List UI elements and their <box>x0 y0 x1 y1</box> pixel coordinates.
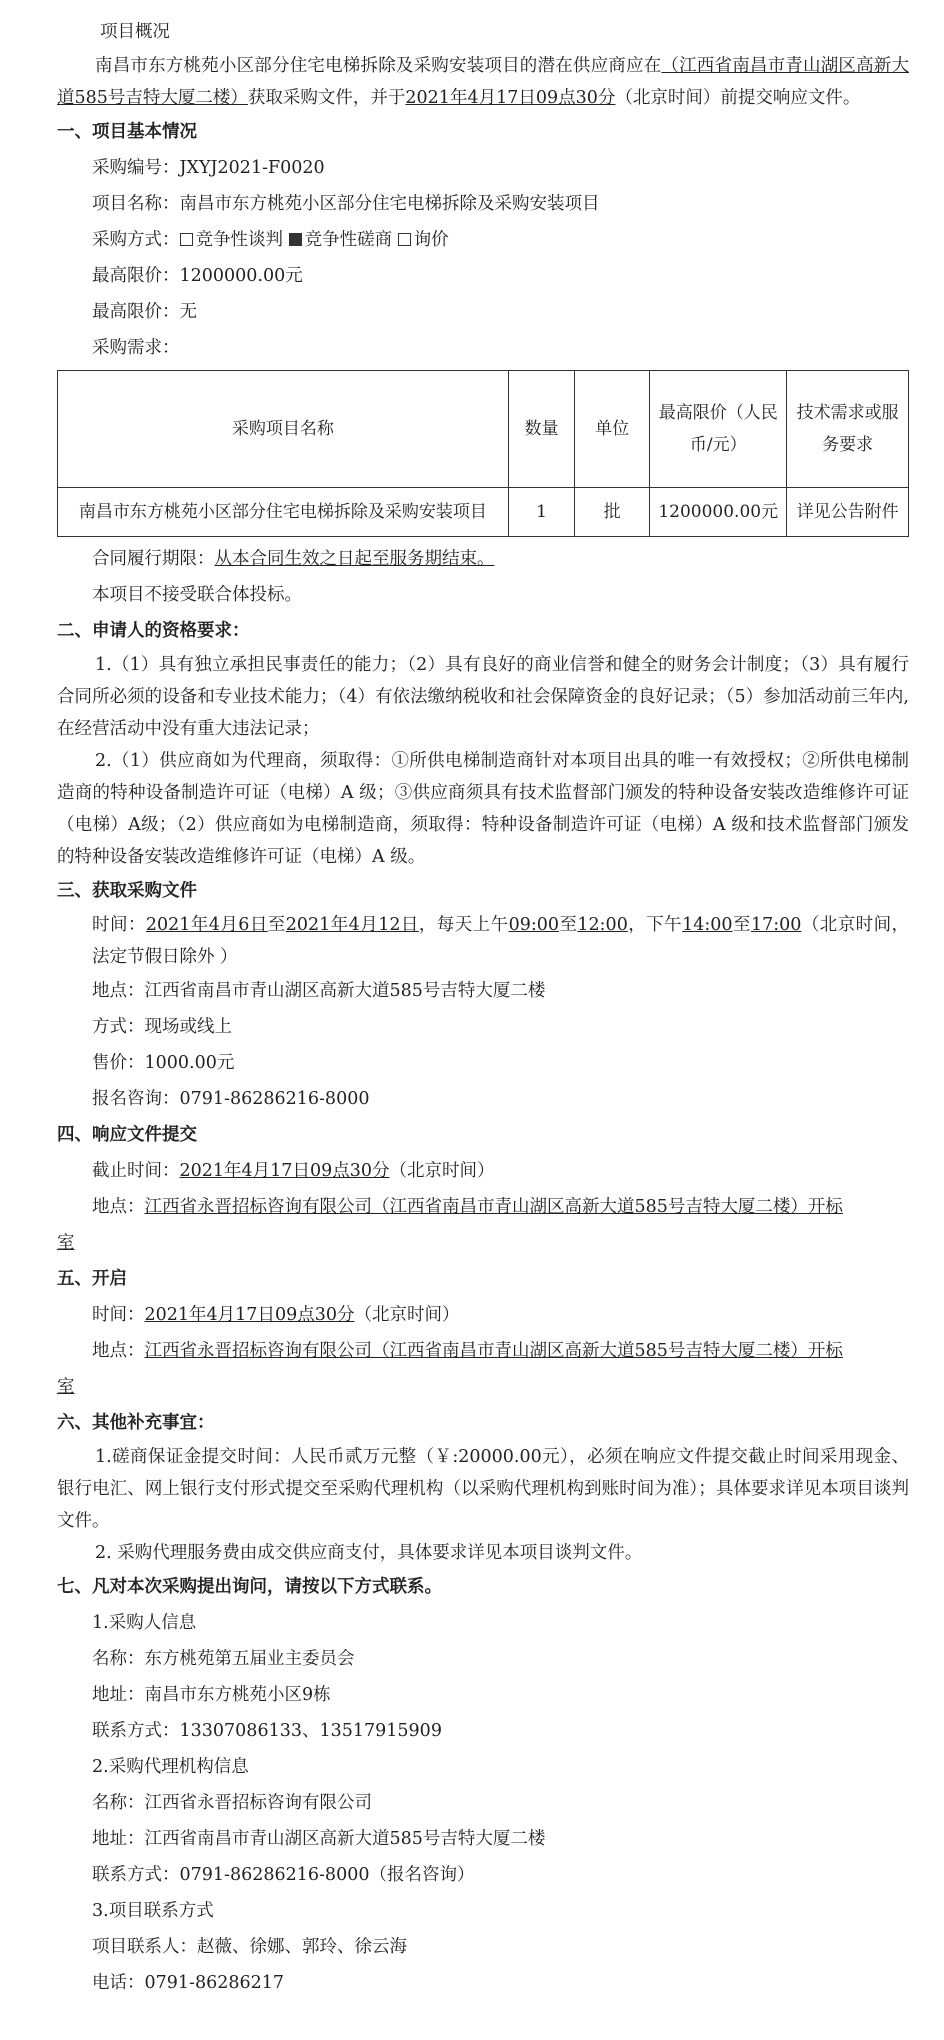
place-label: 地点： <box>92 1197 145 1217</box>
submit-deadline <box>92 1153 904 1189</box>
overview-paragraph <box>57 50 909 114</box>
procurement-demand-label: 采购需求： <box>92 338 180 358</box>
procurement-number: 采购编号：JXYJ2021-F0020 <box>92 158 325 178</box>
project-contact-title: 3.项目联系方式 <box>92 1901 214 1921</box>
place-label: 地点： <box>92 1341 145 1361</box>
overview-pre: 南昌市东方桃苑小区部分住宅电梯拆除及采购安装项目的潜在供应商应在 <box>95 56 662 76</box>
buyer-title: 1.采购人信息 <box>92 1613 197 1633</box>
table-cell: 1200000.00元 <box>650 488 787 537</box>
submit-place <box>92 1189 904 1225</box>
obtain-mode: 方式：现场或线上 <box>92 1017 232 1037</box>
qualification-paragraph-2: 2.（1）供应商如为代理商，须取得：①所供电梯制造商针对本项目出具的唯一有效授权；②所供电梯制造商的特种设备制造许可证（电梯）A 级；③供应商须具有技术监督部门颁发的特种设备安装改造维修许可证（电梯）A级；（2）供应商如为电梯制造商，须取得：特种设备制造许可证（电梯）A 级和技术监督部门颁发的特种设备安装改造维修许可证（电梯）A 级。 <box>57 751 909 867</box>
section-5-heading: 五、开启 <box>57 1269 127 1289</box>
contract-period <box>92 541 904 577</box>
opening-place-cont <box>57 1369 869 1405</box>
agent-name: 名称：江西省永晋招标咨询有限公司 <box>92 1793 372 1813</box>
section-6-heading: 六、其他补充事宜： <box>57 1413 215 1433</box>
place-value-cont: 室 <box>57 1377 75 1397</box>
obtain-time-label: 时间： <box>92 915 146 935</box>
table-header: 技术需求或服务要求 <box>787 371 909 488</box>
overview-deadline: 2021年4月17日09点30分 <box>405 88 616 108</box>
method-option-inquiry: 询价 <box>413 230 449 250</box>
am-from: 09:00 <box>508 915 559 935</box>
checkbox-icon <box>398 233 411 246</box>
obtain-place: 地点：江西省南昌市青山湖区高新大道585号吉特大厦二楼 <box>92 981 546 1001</box>
section-4-heading: 四、响应文件提交 <box>57 1125 197 1145</box>
submit-place-cont <box>57 1225 869 1261</box>
pm-text: ，下午 <box>627 915 683 935</box>
section-3-heading: 三、获取采购文件 <box>57 881 197 901</box>
obtain-date-from: 2021年4月6日 <box>145 915 268 935</box>
place-value: 江西省永晋招标咨询有限公司（江西省南昌市青山湖区高新大道585号吉特大厦二楼）开标 <box>144 1341 843 1361</box>
time-value: 2021年4月17日09点30分 <box>144 1305 355 1325</box>
overview-location: （江西省南昌市青山湖区高新大道585号吉特大厦二楼） <box>57 56 909 108</box>
checkbox-checked-icon <box>289 233 302 246</box>
project-phone: 电话：0791-86286217 <box>92 1973 285 1993</box>
method-option-consultation: 竞争性磋商 <box>304 230 393 250</box>
am-to: 12:00 <box>577 915 628 935</box>
no-union-bid: 本项目不接受联合体投标。 <box>92 585 302 605</box>
deadline-value: 2021年4月17日09点30分 <box>179 1161 390 1181</box>
section-1-heading: 一、项目基本情况 <box>57 122 197 142</box>
buyer-address: 地址：南昌市东方桃苑小区9栋 <box>92 1685 331 1705</box>
overview-mid: 获取采购文件，并于 <box>247 88 406 108</box>
table-header: 单位 <box>575 371 650 488</box>
table-cell: 详见公告附件 <box>787 488 909 537</box>
table-header-row <box>58 371 909 488</box>
obtain-price: 售价：1000.00元 <box>92 1053 235 1073</box>
registration-consult: 报名咨询：0791-86286216-8000 <box>92 1089 370 1109</box>
deadline-label: 截止时间： <box>92 1161 180 1181</box>
buyer-name: 名称：东方桃苑第五届业主委员会 <box>92 1649 355 1669</box>
table-cell: 南昌市东方桃苑小区部分住宅电梯拆除及采购安装项目 <box>58 488 509 537</box>
table-header: 采购项目名称 <box>58 371 509 488</box>
supplement-paragraph-1: 1.磋商保证金提交时间：人民币贰万元整（￥:20000.00元），必须在响应文件提交截止时间采用现金、银行电汇、网上银行支付形式提交至采购代理机构（以采购代理机构到账时间为准）；具体要求详见本项目谈判文件。 <box>57 1447 909 1531</box>
table-header: 数量 <box>508 371 574 488</box>
table-cell: 批 <box>575 488 650 537</box>
max-price-2: 最高限价：无 <box>92 302 197 322</box>
checkbox-icon <box>180 233 193 246</box>
section-7-heading: 七、凡对本次采购提出询问，请按以下方式联系。 <box>57 1577 442 1597</box>
obtain-time <box>92 909 909 973</box>
deadline-tz: （北京时间） <box>389 1161 495 1181</box>
pm-from: 14:00 <box>682 915 733 935</box>
place-value: 江西省永晋招标咨询有限公司（江西省南昌市青山湖区高新大道585号吉特大厦二楼）开标 <box>144 1197 843 1217</box>
to-text: 至 <box>267 915 286 935</box>
table-cell: 1 <box>508 488 574 537</box>
table-row <box>58 488 909 537</box>
contract-value: 从本合同生效之日起至服务期结束。 <box>214 549 495 569</box>
to-text: 至 <box>732 915 751 935</box>
method-option-negotiation: 竞争性谈判 <box>195 230 283 250</box>
agent-title: 2.采购代理机构信息 <box>92 1757 249 1777</box>
to-text: 至 <box>559 915 578 935</box>
buyer-contact: 联系方式：13307086133、13517915909 <box>92 1721 442 1741</box>
method-label: 采购方式： <box>92 230 180 250</box>
overview-post: （北京时间）前提交响应文件。 <box>615 88 861 108</box>
contract-label: 合同履行期限： <box>92 549 215 569</box>
table-header: 最高限价（人民币/元） <box>650 371 787 488</box>
supplement-paragraph-2: 2. 采购代理服务费由成交供应商支付，具体要求详见本项目谈判文件。 <box>95 1543 643 1563</box>
project-contacts: 项目联系人：赵薇、徐娜、郭玲、徐云海 <box>92 1937 407 1957</box>
max-price: 最高限价：1200000.00元 <box>92 266 303 286</box>
procurement-method <box>92 222 904 258</box>
qualification-paragraph-1: 1.（1）具有独立承担民事责任的能力；（2）具有良好的商业信誉和健全的财务会计制度；（3）具有履行合同所必须的设备和专业技术能力；（4）有依法缴纳税收和社会保障资金的良好记录；（5）参加活动前三年内,在经营活动中没有重大违法记录； <box>57 655 909 739</box>
requirements-table <box>57 370 909 537</box>
agent-address: 地址：江西省南昌市青山湖区高新大道585号吉特大厦二楼 <box>92 1829 546 1849</box>
place-value-cont: 室 <box>57 1233 75 1253</box>
project-name: 项目名称：南昌市东方桃苑小区部分住宅电梯拆除及采购安装项目 <box>92 194 600 214</box>
agent-contact: 联系方式：0791-86286216-8000（报名咨询） <box>92 1865 475 1885</box>
time-label: 时间： <box>92 1305 145 1325</box>
obtain-date-to: 2021年4月12日 <box>285 915 419 935</box>
time-tz: （北京时间） <box>354 1305 460 1325</box>
section-2-heading: 二、申请人的资格要求： <box>57 621 250 641</box>
time-tail: （北京时间，法定节假日除外 ） <box>92 915 909 967</box>
overview-title: 项目概况 <box>100 22 170 42</box>
opening-place <box>92 1333 904 1369</box>
pm-to: 17:00 <box>750 915 802 935</box>
opening-time <box>92 1297 904 1333</box>
daily-text: ，每天上午 <box>418 915 509 935</box>
